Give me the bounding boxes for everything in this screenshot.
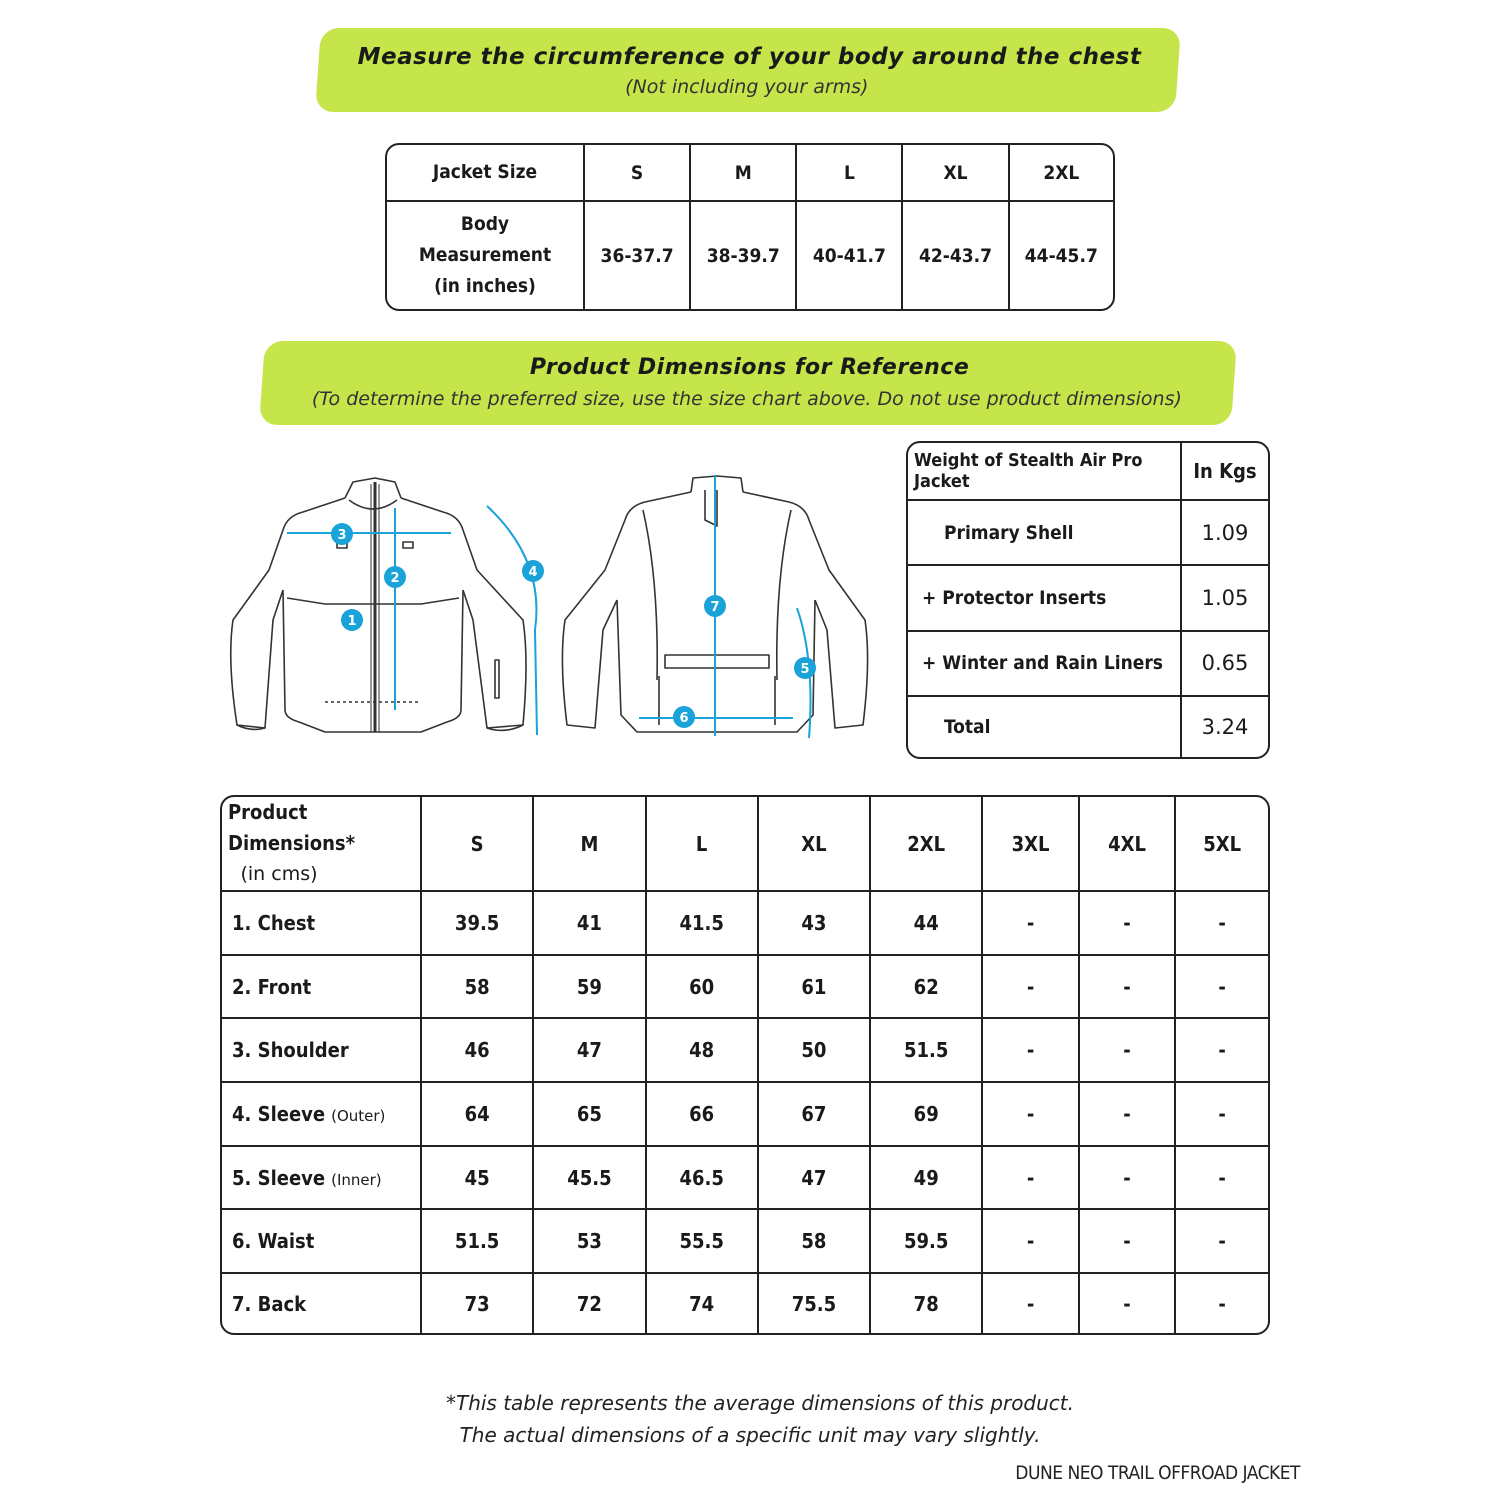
banner-title: Product Dimensions for Reference	[529, 355, 970, 380]
measurement-lines	[287, 475, 811, 738]
marker-4	[522, 560, 544, 582]
svg-text:7: 7	[710, 600, 720, 615]
size-col-header: XL	[759, 797, 871, 892]
size-header-row	[387, 145, 1113, 202]
svg-text:1: 1	[347, 614, 357, 629]
banner-subtitle: (Not including your arms)	[625, 76, 869, 98]
dimension-value: -	[983, 1147, 1079, 1211]
jacket-weight-table	[906, 441, 1270, 759]
banner-title: Measure the circumference of your body around the chest	[357, 44, 1142, 70]
dimension-value: 39.5	[422, 892, 534, 956]
header-title: Product Dimensions*	[228, 800, 356, 855]
size-col-header: S	[422, 797, 534, 892]
dimension-value: -	[983, 1019, 1079, 1083]
marker-5	[794, 657, 816, 679]
dimension-value: 47	[759, 1147, 871, 1211]
dimension-value: 74	[647, 1274, 759, 1333]
footnote-line-2: The actual dimensions of a specific unit may vary slightly.	[459, 1423, 1041, 1447]
size-col-header: M	[534, 797, 646, 892]
size-col-header: L	[797, 145, 903, 202]
dimension-value: 73	[422, 1274, 534, 1333]
dimension-value: 41.5	[647, 892, 759, 956]
measurement-cell: 38-39.7	[691, 202, 797, 309]
weight-header: Weight of Stealth Air Pro Jacket	[908, 443, 1182, 501]
dimension-value: -	[1176, 892, 1268, 956]
dimension-value: 55.5	[647, 1210, 759, 1274]
dimension-value: -	[983, 1274, 1079, 1333]
dimension-value: 64	[422, 1083, 534, 1147]
dimension-value: 61	[759, 956, 871, 1020]
weight-label: Total	[908, 697, 1182, 757]
dimension-value: -	[1080, 956, 1176, 1020]
marker-6	[673, 706, 695, 728]
size-col-header: S	[585, 145, 691, 202]
weight-value: 1.09	[1182, 501, 1268, 566]
size-col-header: M	[691, 145, 797, 202]
dimension-row	[222, 956, 1268, 1020]
measurement-cell: 44-45.7	[1024, 244, 1098, 267]
dimension-value: 51.5	[422, 1210, 534, 1274]
dimension-value: -	[983, 1210, 1079, 1274]
jacket-size-label: Jacket Size	[387, 145, 585, 202]
dimension-name: 3. Shoulder	[232, 1038, 349, 1063]
dimension-name: 2. Front	[232, 974, 312, 999]
svg-text:5: 5	[800, 662, 810, 677]
body-measurement-label	[387, 202, 585, 309]
dimension-value: -	[1218, 1291, 1226, 1316]
product-dimensions-table	[220, 795, 1270, 1335]
dimension-value: 65	[534, 1083, 646, 1147]
dimension-row	[222, 1274, 1268, 1333]
dimension-value: 72	[534, 1274, 646, 1333]
dimension-name: 1. Chest	[232, 910, 316, 935]
weight-total-row	[908, 697, 1268, 757]
size-col-header: L	[647, 797, 759, 892]
dimension-value: -	[983, 956, 1079, 1020]
dimension-value: 50	[759, 1019, 871, 1083]
weight-value: 0.65	[1182, 632, 1268, 697]
size-col-header: XL	[903, 145, 1009, 202]
size-col-header: 5XL	[1176, 797, 1268, 892]
measurement-cell: 40-41.7	[797, 202, 903, 309]
dimension-value: 69	[871, 1083, 983, 1147]
product-name: DUNE NEO TRAIL OFFROAD JACKET	[1015, 1462, 1300, 1484]
dimension-label	[222, 892, 422, 956]
dimension-value: 66	[647, 1083, 759, 1147]
size-col-header: 3XL	[983, 797, 1079, 892]
dimension-value: 62	[871, 956, 983, 1020]
dimension-value: 45	[422, 1147, 534, 1211]
dimension-row	[222, 1019, 1268, 1083]
dimension-row	[222, 892, 1268, 956]
body-measurement-row	[387, 202, 1113, 309]
dimension-value: 59	[534, 956, 646, 1020]
dimension-name: 5. Sleeve	[232, 1165, 326, 1190]
svg-text:2: 2	[390, 571, 400, 586]
dimensions-header-label	[222, 797, 422, 892]
dimension-note: (Outer)	[331, 1106, 386, 1125]
label-line: Body	[460, 213, 510, 235]
dimension-name: 4. Sleeve	[232, 1101, 326, 1126]
dimension-value: 58	[422, 956, 534, 1020]
weight-value: 1.05	[1182, 566, 1268, 631]
size-col-header: 2XL	[1010, 145, 1113, 202]
dimension-value: -	[983, 1083, 1079, 1147]
weight-label: + Winter and Rain Liners	[908, 632, 1182, 697]
marker-7	[704, 595, 726, 617]
dimension-value: 43	[759, 892, 871, 956]
dimension-name: 7. Back	[232, 1291, 307, 1316]
weight-row	[908, 566, 1268, 631]
dimension-value: -	[1080, 892, 1176, 956]
weight-value: 3.24	[1201, 714, 1249, 739]
dimension-value: 47	[534, 1019, 646, 1083]
dimension-label	[222, 1019, 422, 1083]
dimension-value: 46.5	[647, 1147, 759, 1211]
dimension-value: 59.5	[871, 1210, 983, 1274]
dimension-value: -	[1176, 1019, 1268, 1083]
jacket-size-chart	[385, 143, 1115, 311]
dimension-value: 48	[647, 1019, 759, 1083]
weight-unit-header: In Kgs	[1182, 443, 1268, 501]
dimension-value: 67	[759, 1083, 871, 1147]
dimension-value: -	[1176, 1147, 1268, 1211]
jacket-measurement-diagram	[225, 470, 875, 745]
dimension-value: -	[1080, 1083, 1176, 1147]
dimension-row	[222, 1083, 1268, 1147]
dimension-value: 44	[871, 892, 983, 956]
size-col-header: 2XL	[871, 797, 983, 892]
dimension-label	[222, 1147, 422, 1211]
dimension-value: -	[1080, 1210, 1176, 1274]
dimension-value: 46	[422, 1019, 534, 1083]
weight-row	[908, 632, 1268, 697]
svg-text:4: 4	[528, 565, 538, 580]
dimension-value: 53	[534, 1210, 646, 1274]
dimension-value: -	[1080, 1019, 1176, 1083]
dimension-label	[222, 1274, 422, 1333]
dimension-value: 49	[871, 1147, 983, 1211]
marker-2	[384, 566, 406, 588]
label-line: Measurement	[418, 244, 552, 266]
chest-measure-banner	[315, 28, 1181, 112]
banner-subtitle: (To determine the preferred size, use the size chart above. Do not use product dimensions)	[311, 388, 1182, 410]
weight-label: + Protector Inserts	[908, 566, 1182, 631]
dimension-value: 51.5	[871, 1019, 983, 1083]
marker-1	[341, 609, 363, 631]
dimensions-header-row	[222, 797, 1268, 892]
dimension-label	[222, 1210, 422, 1274]
dimension-name: 6. Waist	[232, 1229, 315, 1254]
dimension-note: (Inner)	[331, 1170, 382, 1189]
label-line: (in inches)	[434, 275, 536, 297]
size-col-header: 4XL	[1080, 797, 1176, 892]
measurement-cell: 36-37.7	[585, 202, 691, 309]
marker-3	[331, 523, 353, 545]
dimension-value: -	[1080, 1274, 1176, 1333]
dimension-value: 45.5	[534, 1147, 646, 1211]
dimension-value: -	[1176, 956, 1268, 1020]
weight-header-row	[908, 443, 1268, 501]
measurement-cell: 42-43.7	[903, 202, 1009, 309]
dimension-value: -	[1080, 1147, 1176, 1211]
dimension-value: 60	[647, 956, 759, 1020]
weight-row	[908, 501, 1268, 566]
weight-label: Primary Shell	[908, 501, 1182, 566]
svg-text:6: 6	[679, 711, 689, 726]
dimension-row	[222, 1147, 1268, 1211]
svg-text:3: 3	[337, 528, 347, 543]
dimension-label	[222, 1083, 422, 1147]
footnote-line-1: *This table represents the average dimensions of this product.	[445, 1391, 1074, 1415]
dimension-value: 78	[871, 1274, 983, 1333]
jacket-front-outline	[231, 478, 526, 732]
dimension-value: -	[1176, 1210, 1268, 1274]
dimension-value: 41	[534, 892, 646, 956]
dimension-value: 58	[759, 1210, 871, 1274]
product-dimensions-banner	[259, 341, 1237, 425]
dimension-value: -	[983, 892, 1079, 956]
dimension-row	[222, 1210, 1268, 1274]
dimension-value: -	[1176, 1083, 1268, 1147]
dimension-label	[222, 956, 422, 1020]
header-unit: (in cms)	[240, 863, 318, 885]
dimension-value: 75.5	[759, 1274, 871, 1333]
